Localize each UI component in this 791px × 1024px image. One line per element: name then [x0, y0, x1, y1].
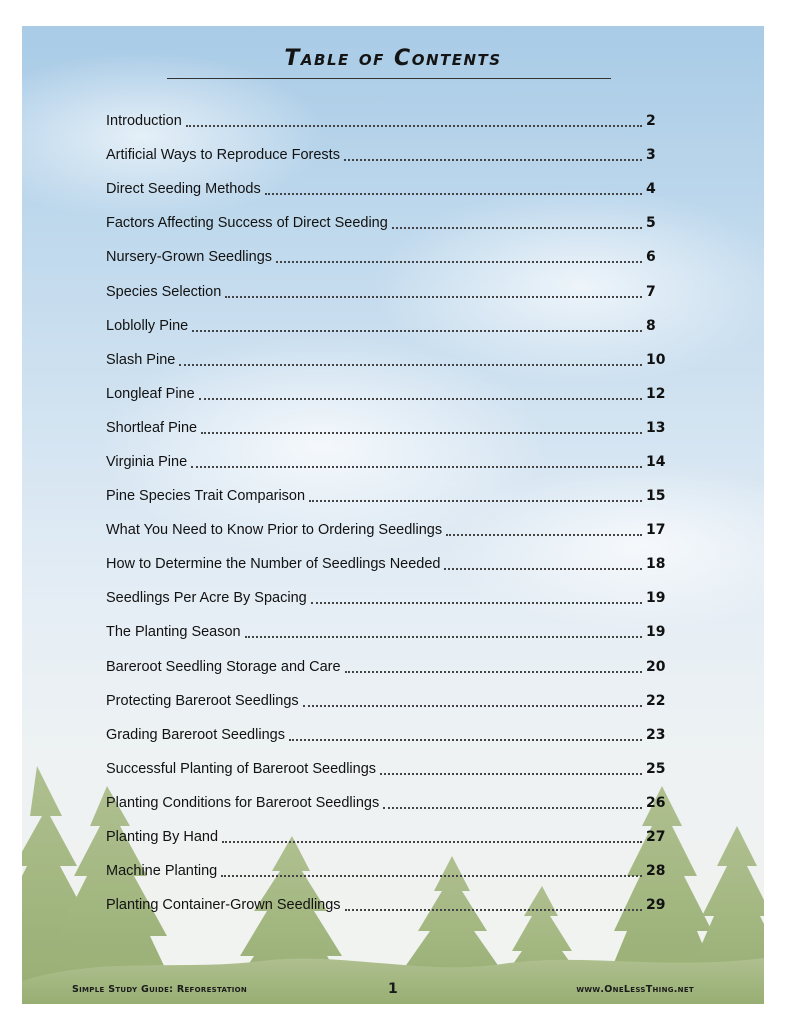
- toc-entry[interactable]: [106, 513, 668, 547]
- toc-entry-label: Slash Pine: [106, 351, 176, 368]
- toc-entry-label: Grading Bareroot Seedlings: [106, 726, 285, 743]
- toc-entry-label: Machine Planting: [106, 863, 218, 880]
- dot-leader: [199, 398, 642, 400]
- toc-entry-label: Longleaf Pine: [106, 385, 195, 402]
- footer-guide-title: Simple Study Guide: Reforestation: [72, 984, 248, 995]
- dot-leader: [311, 602, 642, 604]
- toc-entry-page: 23: [646, 726, 666, 743]
- toc-entry[interactable]: [106, 274, 668, 308]
- toc-entry-page: 5: [646, 215, 656, 232]
- dot-leader: [446, 534, 642, 536]
- toc-entry-page: 8: [646, 317, 656, 334]
- toc-entry-label: Successful Planting of Bareroot Seedlings: [106, 760, 377, 777]
- toc-entry-page: 4: [646, 181, 656, 198]
- toc-entry-label: What You Need to Know Prior to Ordering Seedlings: [106, 522, 443, 539]
- toc-entry-page: 22: [646, 692, 666, 709]
- toc-entry-page: 2: [646, 113, 656, 130]
- toc-entry-label: Shortleaf Pine: [106, 419, 198, 436]
- dot-leader: [380, 773, 642, 775]
- toc-entry-label: Introduction: [106, 113, 182, 130]
- toc-entry-page: 29: [646, 897, 666, 914]
- toc-entry-label: Seedlings Per Acre By Spacing: [106, 590, 307, 607]
- page-title: Table of Contents: [284, 46, 502, 71]
- toc-entry[interactable]: [106, 377, 668, 411]
- toc-entry[interactable]: [106, 854, 668, 888]
- toc-entry-label: Species Selection: [106, 283, 222, 300]
- toc-entry[interactable]: [106, 650, 668, 684]
- dot-leader: [345, 671, 642, 673]
- toc-entry-label: Protecting Bareroot Seedlings: [106, 692, 299, 709]
- dot-leader: [392, 227, 642, 229]
- toc-entry-label: Artificial Ways to Reproduce Forests: [106, 147, 340, 164]
- toc-entry-page: 25: [646, 760, 666, 777]
- dot-leader: [201, 432, 642, 434]
- toc-entry-label: The Planting Season: [106, 624, 241, 641]
- table-of-contents: [106, 104, 668, 922]
- toc-entry[interactable]: [106, 718, 668, 752]
- toc-entry-page: 28: [646, 863, 666, 880]
- toc-entry[interactable]: [106, 411, 668, 445]
- toc-entry[interactable]: [106, 786, 668, 820]
- toc-entry[interactable]: [106, 547, 668, 581]
- toc-entry-label: Loblolly Pine: [106, 317, 189, 334]
- toc-entry[interactable]: [106, 684, 668, 718]
- footer-website-link[interactable]: www.OneLessThing.net: [576, 984, 694, 995]
- toc-entry-page: 13: [646, 419, 666, 436]
- toc-entry-label: Nursery-Grown Seedlings: [106, 249, 273, 266]
- toc-entry-page: 12: [646, 385, 666, 402]
- dot-leader: [345, 909, 642, 911]
- toc-entry[interactable]: [106, 138, 668, 172]
- dot-leader: [191, 466, 642, 468]
- dot-leader: [186, 125, 642, 127]
- toc-entry[interactable]: [106, 172, 668, 206]
- dot-leader: [245, 636, 642, 638]
- dot-leader: [289, 739, 642, 741]
- toc-entry-page: 6: [646, 249, 656, 266]
- dot-leader: [179, 364, 642, 366]
- title-underline: [167, 78, 611, 79]
- toc-entry-label: Virginia Pine: [106, 453, 188, 470]
- toc-entry-page: 10: [646, 351, 666, 368]
- toc-entry-label: Factors Affecting Success of Direct Seeding: [106, 215, 388, 232]
- dot-leader: [222, 841, 642, 843]
- toc-entry[interactable]: [106, 581, 668, 615]
- toc-entry-label: Pine Species Trait Comparison: [106, 488, 306, 505]
- toc-entry-page: 14: [646, 453, 666, 470]
- toc-entry[interactable]: [106, 309, 668, 343]
- dot-leader: [344, 159, 642, 161]
- dot-leader: [221, 875, 642, 877]
- toc-entry-page: 3: [646, 147, 656, 164]
- toc-entry[interactable]: [106, 888, 668, 922]
- toc-entry-page: 19: [646, 590, 666, 607]
- dot-leader: [444, 568, 642, 570]
- toc-entry-page: 18: [646, 556, 666, 573]
- toc-entry[interactable]: [106, 820, 668, 854]
- toc-entry-page: 27: [646, 829, 666, 846]
- toc-entry-page: 20: [646, 658, 666, 675]
- dot-leader: [303, 705, 642, 707]
- toc-entry[interactable]: [106, 104, 668, 138]
- toc-entry[interactable]: [106, 752, 668, 786]
- toc-entry[interactable]: [106, 240, 668, 274]
- toc-entry-label: Planting Conditions for Bareroot Seedlings: [106, 794, 380, 811]
- toc-entry-page: 17: [646, 522, 666, 539]
- toc-entry-label: Planting Container-Grown Seedlings: [106, 897, 341, 914]
- toc-entry-label: Planting By Hand: [106, 829, 219, 846]
- toc-entry[interactable]: [106, 479, 668, 513]
- toc-entry[interactable]: [106, 445, 668, 479]
- toc-entry-label: Direct Seeding Methods: [106, 181, 261, 198]
- toc-entry[interactable]: [106, 343, 668, 377]
- toc-entry-label: How to Determine the Number of Seedlings Needed: [106, 556, 441, 573]
- toc-entry-page: 26: [646, 794, 666, 811]
- toc-entry[interactable]: [106, 615, 668, 649]
- dot-leader: [265, 193, 642, 195]
- toc-entry-page: 15: [646, 488, 666, 505]
- dot-leader: [192, 330, 642, 332]
- footer-page-number: 1: [387, 981, 399, 997]
- toc-entry-label: Bareroot Seedling Storage and Care: [106, 658, 341, 675]
- toc-entry-page: 7: [646, 283, 656, 300]
- dot-leader: [383, 807, 642, 809]
- dot-leader: [276, 261, 642, 263]
- toc-entry[interactable]: [106, 206, 668, 240]
- toc-entry-page: 19: [646, 624, 666, 641]
- dot-leader: [309, 500, 642, 502]
- document-page: [22, 26, 764, 1004]
- dot-leader: [225, 296, 642, 298]
